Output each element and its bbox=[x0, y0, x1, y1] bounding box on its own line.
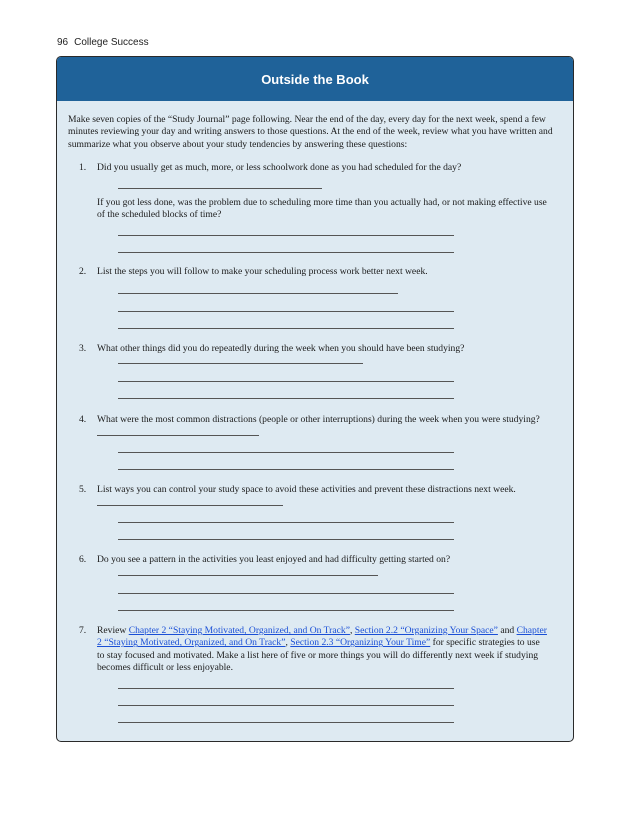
answer-line[interactable] bbox=[118, 188, 322, 189]
question-text: What other things did you do repeatedly during the week when you should have been studying? bbox=[97, 343, 465, 354]
question-number: 1. bbox=[79, 162, 87, 173]
question-number: 7. bbox=[79, 625, 87, 636]
question-4 bbox=[79, 414, 547, 441]
question-text: Do you see a pattern in the activities you least enjoyed and had difficulty getting started on? bbox=[97, 554, 451, 565]
answer-line[interactable] bbox=[118, 522, 454, 523]
outside-the-book-box bbox=[56, 56, 574, 742]
question-1-followup bbox=[97, 197, 547, 222]
answer-line[interactable] bbox=[118, 539, 454, 540]
answer-line[interactable] bbox=[118, 688, 454, 689]
question-text: Review Chapter 2 “Staying Motivated, Organized, and On Track”, Section 2.2 “Organizing Your Space” and Chapter 2 “Staying Motivated, Organized, and On Track”, Section 2.3 “Organizing Your Time” for specific strategies to use to stay focused and motivated. Make a list here of five or more things you will do differently next week if studying becomes difficult or less enjoyable. bbox=[97, 625, 547, 673]
question-number: 3. bbox=[79, 343, 87, 354]
link-section-2-3[interactable]: Section 2.3 “Organizing Your Time” bbox=[290, 637, 431, 649]
question-number: 2. bbox=[79, 266, 87, 277]
answer-line[interactable] bbox=[118, 593, 454, 594]
question-text: What were the most common distractions (people or other interruptions) during the week when you were studying? bbox=[97, 414, 540, 425]
question-followup-text: If you got less done, was the problem due to scheduling more time than you actually had, or not making effective use of the scheduled blocks of time? bbox=[97, 197, 547, 221]
answer-line[interactable] bbox=[97, 496, 283, 506]
answer-line[interactable] bbox=[118, 293, 398, 294]
question-text: Did you usually get as much, more, or less schoolwork done as you had scheduled for the day? bbox=[97, 162, 462, 173]
page-number: 96 bbox=[57, 37, 69, 48]
question-number: 6. bbox=[79, 554, 87, 565]
answer-line[interactable] bbox=[118, 381, 454, 382]
link-section-2-2[interactable]: Section 2.2 “Organizing Your Space” bbox=[354, 625, 498, 636]
question-3 bbox=[79, 343, 547, 355]
answer-line[interactable] bbox=[118, 722, 454, 723]
question-5 bbox=[79, 484, 547, 511]
question-2 bbox=[79, 266, 547, 278]
question-number: 4. bbox=[79, 414, 87, 425]
question-text: List ways you can control your study space to avoid these activities and prevent these distractions next week. bbox=[97, 484, 516, 495]
answer-line[interactable] bbox=[118, 363, 363, 364]
box-intro: Make seven copies of the “Study Journal” page following. Near the end of the day, every day for the next week, spend a few minutes reviewing your day and writing answers to those questions. At the end of the week, review what you have written and summarize what you observe about your study tendencies by answering these questions: bbox=[68, 114, 553, 150]
answer-line[interactable] bbox=[118, 610, 454, 611]
page-header bbox=[57, 37, 149, 48]
answer-line[interactable] bbox=[118, 252, 454, 253]
answer-line[interactable] bbox=[118, 705, 454, 706]
question-number: 5. bbox=[79, 484, 87, 495]
link-chapter-2[interactable]: Chapter 2 “Staying Motivated, Organized, and On Track” bbox=[128, 625, 350, 636]
answer-line[interactable] bbox=[118, 575, 378, 576]
answer-line[interactable] bbox=[118, 328, 454, 329]
book-title: College Success bbox=[74, 37, 149, 48]
link-chapter-2-again[interactable]: Chapter 2 “Staying Motivated, Organized, and On Track” bbox=[97, 625, 547, 649]
answer-line[interactable] bbox=[118, 398, 454, 399]
question-text: List the steps you will follow to make your scheduling process work better next week. bbox=[97, 266, 428, 277]
question-7 bbox=[79, 625, 547, 674]
box-title: Outside the Book bbox=[57, 57, 573, 101]
answer-line[interactable] bbox=[97, 426, 259, 436]
question-1 bbox=[79, 162, 547, 174]
answer-line[interactable] bbox=[118, 235, 454, 236]
question-6 bbox=[79, 554, 547, 566]
answer-line[interactable] bbox=[118, 452, 454, 453]
answer-line[interactable] bbox=[118, 311, 454, 312]
answer-line[interactable] bbox=[118, 469, 454, 470]
